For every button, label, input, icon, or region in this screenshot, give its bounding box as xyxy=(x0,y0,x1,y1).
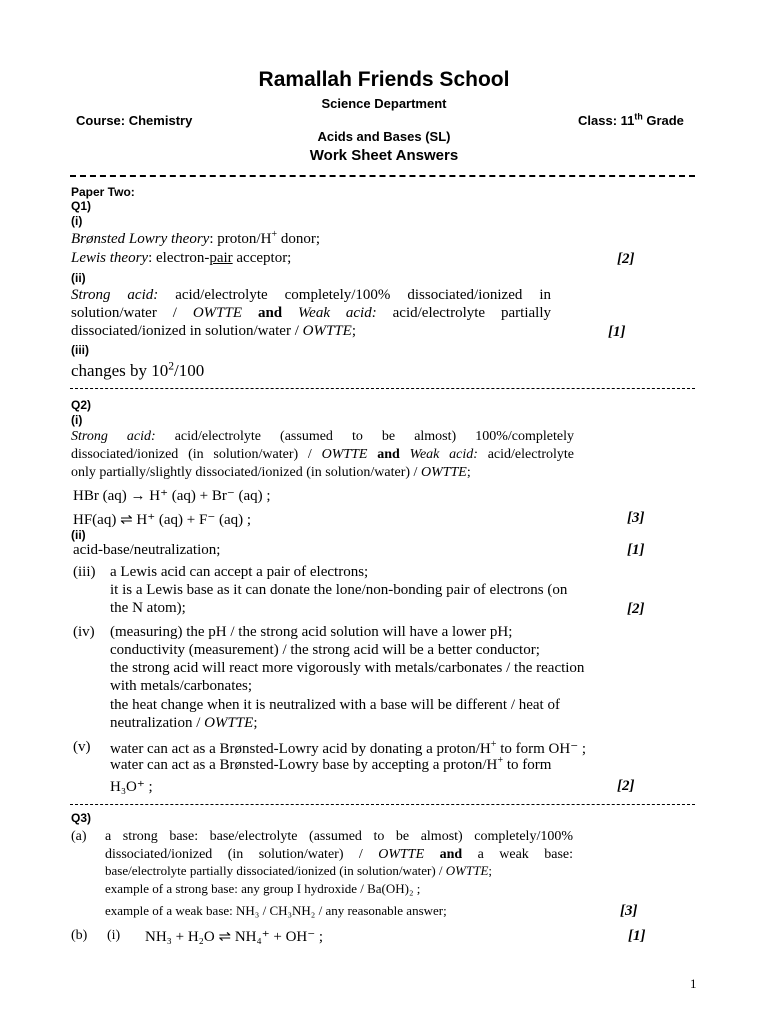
q3-label: Q3) xyxy=(71,811,92,825)
q2-ii-text: acid-base/neutralization; xyxy=(73,542,221,558)
course-label: Course: Chemistry xyxy=(76,113,193,128)
q2-i-line3: only partially/slightly dissociated/ionized (in solution/water) / OWTTE; xyxy=(71,465,471,480)
q3-a-line3: base/electrolyte partially dissociated/ionized (in solution/water) / OWTTE; xyxy=(105,863,493,878)
q2-divider xyxy=(70,804,695,805)
q2-v-line3: H₃O⁺ ; xyxy=(110,779,153,795)
q2-iv-line5: the heat change when it is neutralized with a base will be different / heat of xyxy=(110,697,560,713)
q1-i-label: (i) xyxy=(71,214,83,228)
q3-a-mark: [3] xyxy=(620,903,638,919)
q2-iv-line2: conductivity (measurement) / the strong acid will be a better conductor; xyxy=(110,642,540,658)
q3-a-line4: example of a strong base: any group I hydroxide / Ba(OH)₂ ; xyxy=(105,881,421,896)
page-title: Work Sheet Answers xyxy=(309,147,459,164)
q3-a-line1: a strong base: base/electrolyte (assumed to be almost) completely/100% xyxy=(105,829,573,844)
q2-ii-mark: [1] xyxy=(627,542,645,558)
school-name: Ramallah Friends School xyxy=(258,68,510,91)
page-number: 1 xyxy=(690,976,697,991)
q1-label: Q1) xyxy=(71,199,92,213)
q2-equation-hf: HF(aq) ⇌ H⁺ (aq) + F⁻ (aq) ; xyxy=(73,512,252,528)
q1-iii-text: changes by $10^2/100$ xyxy=(71,359,205,380)
q1-bronsted-line: Brønsted Lowry theory: proton/H+ donor; xyxy=(71,229,321,247)
q2-v-line2: water can act as a Brønsted-Lowry base by accepting a proton/H+ to form xyxy=(110,755,552,773)
q1-iii-label: (iii) xyxy=(71,343,89,357)
q1-ii-label: (ii) xyxy=(71,271,86,285)
q1-ii-line3: dissociated/ionized in solution/water / OWTTE; xyxy=(71,323,356,339)
header-divider xyxy=(70,175,695,177)
q1-lewis-line: Lewis theory: electron-pair acceptor; xyxy=(71,250,292,266)
q1-divider xyxy=(70,388,695,389)
q2-v-mark: [2] xyxy=(617,778,635,794)
topic: Acids and Bases (SL) xyxy=(317,129,451,144)
q2-iv-line1: (measuring) the pH / the strong acid solution will have a lower pH; xyxy=(110,624,513,640)
q3-a-line5: example of a weak base: NH₃ / CH₃NH₂ / any reasonable answer; xyxy=(105,903,447,918)
q3-a-label: (a) xyxy=(71,829,87,844)
q2-label: Q2) xyxy=(71,398,92,412)
q2-iii-label: (iii) xyxy=(73,564,96,580)
q1-ii-line2: solution/water / OWTTE and Weak acid: acid/electrolyte partially xyxy=(71,305,551,321)
q3-b-mark: [1] xyxy=(628,928,646,944)
q3-b-equation: NH₃ + H₂O ⇌ NH₄⁺ + OH⁻ ; xyxy=(145,929,324,945)
q2-iii-line2: it is a Lewis base as it can donate the lone/non-bonding pair of electrons (on xyxy=(110,582,568,598)
q2-i-line1: Strong acid: acid/electrolyte (assumed to be almost) 100%/completely xyxy=(71,429,574,444)
q3-b-i-label: (i) xyxy=(107,928,121,943)
q2-v-line1: water can act as a Brønsted-Lowry acid by donating a proton/H+ to form OH⁻ ; xyxy=(110,739,587,757)
department: Science Department xyxy=(321,96,447,111)
q3-b-label: (b) xyxy=(71,928,88,943)
paper-label: Paper Two: xyxy=(71,185,135,199)
q2-iv-line4: with metals/carbonates; xyxy=(110,678,253,694)
q1-i-mark: [2] xyxy=(617,251,635,267)
q2-equation-hbr: HBr (aq) → H⁺ (aq) + Br⁻ (aq) ; xyxy=(73,488,271,504)
class-label: Class: 11th Grade xyxy=(578,111,684,128)
q2-iv-line3: the strong acid will react more vigorously with metals/carbonates / the reaction xyxy=(110,660,585,676)
q2-v-label: (v) xyxy=(73,739,91,755)
q1-ii-mark: [1] xyxy=(608,324,626,340)
q2-iv-line6: neutralization / OWTTE; xyxy=(110,715,258,731)
q2-i-label: (i) xyxy=(71,413,83,427)
q1-ii-line1: Strong acid: acid/electrolyte completely/100% dissociated/ionized in xyxy=(71,287,551,303)
q2-i-line2: dissociated/ionized (in solution/water) / OWTTE and Weak acid: acid/electrolyte xyxy=(71,447,574,462)
q2-i-mark: [3] xyxy=(627,510,645,526)
q2-ii-label: (ii) xyxy=(71,528,86,542)
q3-a-line2: dissociated/ionized (in solution/water) / OWTTE and a weak base: xyxy=(105,847,573,862)
q2-iii-mark: [2] xyxy=(627,601,645,617)
q2-iv-label: (iv) xyxy=(73,624,95,640)
q2-iii-line3: the N atom); xyxy=(110,600,186,616)
q2-iii-line1: a Lewis acid can accept a pair of electrons; xyxy=(110,564,369,580)
